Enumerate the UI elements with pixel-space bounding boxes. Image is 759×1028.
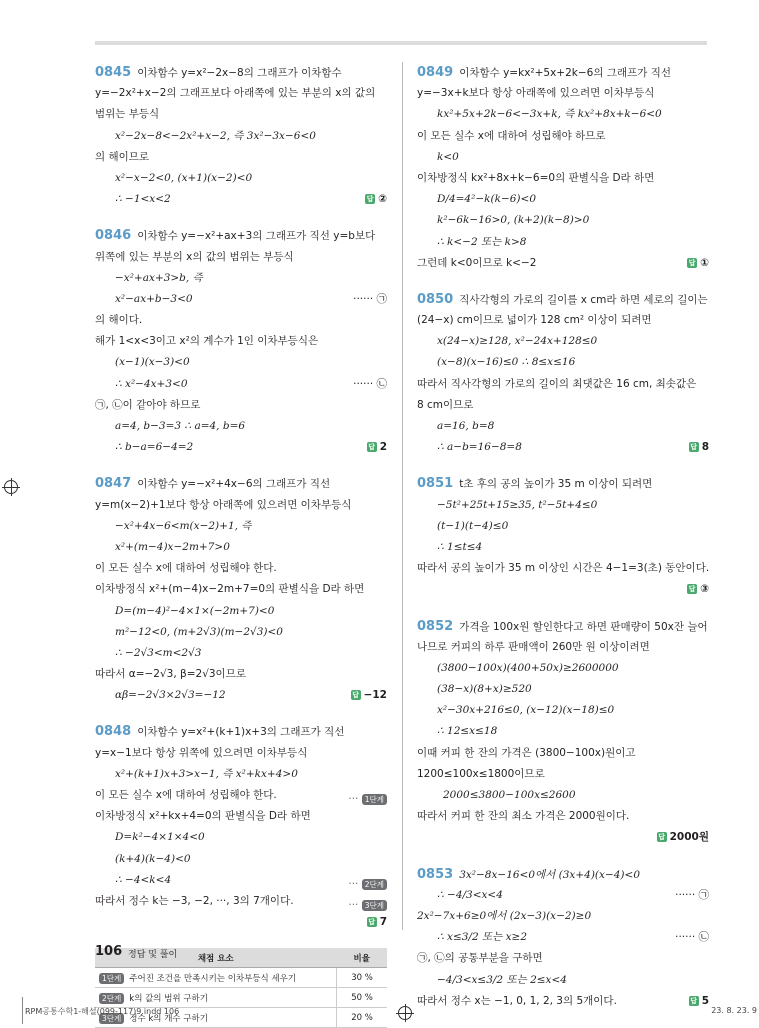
answer-value: 2 (379, 441, 387, 454)
solution-line (95, 849, 387, 870)
line-text: y=x−1보다 항상 위쪽에 있으려면 이차부등식 (95, 746, 308, 759)
step-badge: 2단계 (99, 993, 124, 1004)
solution-line (417, 785, 709, 806)
solution-line (417, 232, 709, 253)
step-badge: 3단계 (99, 1013, 124, 1024)
line-text: 위쪽에 있는 부분의 x의 값의 범위는 부등식 (95, 250, 294, 263)
line-text: D=k²−4×1×4<0 (115, 831, 205, 844)
line-text: 이차함수 y=−x²+4x−6의 그래프가 직선 (137, 478, 331, 491)
problem-0850 (417, 289, 709, 459)
line-text: (x−1)(x−3)<0 (115, 356, 190, 369)
line-text: (t−1)(t−4)≤0 (437, 519, 509, 532)
solution-line (417, 885, 709, 906)
line-text: ∴ b−a=6−4=2 (115, 441, 194, 454)
solution-line (95, 891, 387, 912)
line-text: ㉠, ㉡의 공통부분을 구하면 (417, 952, 543, 965)
line-text: 2000≤3800−100x≤2600 (443, 789, 576, 801)
solution-line (417, 126, 709, 147)
line-text: x²+(k+1)x+3>x−1, 즉 x²+kx+4>0 (115, 767, 298, 780)
answer-icon: 답 (690, 443, 698, 452)
solution-line (417, 147, 709, 168)
problem-0851 (417, 473, 709, 600)
solution-line (417, 948, 709, 969)
answer-icon: 답 (688, 585, 696, 594)
answer (365, 189, 387, 210)
line-text: 따라서 정수 k는 −3, −2, ···, 3의 7개이다. (95, 894, 294, 907)
solution-line (417, 310, 709, 331)
answer (367, 437, 387, 458)
line-text: k<0 (437, 150, 459, 163)
crop-mark (22, 997, 23, 1024)
line-text: (k+4)(k−4)<0 (115, 852, 191, 865)
answer-icon: 답 (368, 918, 376, 927)
problem-0852 (417, 616, 709, 849)
solution-line (95, 537, 387, 558)
line-text: k²−6k−16>0, (k+2)(k−8)>0 (437, 214, 590, 227)
solution-line (417, 331, 709, 352)
solution-line (417, 416, 709, 437)
step-marker: ··· 2단계 (348, 874, 387, 895)
problem-number: 0849 (417, 65, 454, 80)
line-text: 이차방정식 x²+(m−4)x−2m+7=0의 판별식을 D라 하면 (95, 583, 365, 596)
line-text: 의 해이다. (95, 314, 143, 327)
line-text: (3800−100x)(400+50x)≥2600000 (437, 661, 619, 674)
solution-line (95, 785, 387, 806)
answer-value: ② (378, 193, 387, 206)
solution-line (417, 516, 709, 537)
line-text: 따라서 직사각형의 가로의 길이의 최댓값은 16 cm, 최솟값은 (417, 377, 697, 390)
scoring-element (95, 988, 337, 1008)
line-text: x²−2x−8<−2x²+x−2, 즉 3x²−3x−6<0 (115, 129, 316, 142)
solution-line (95, 247, 387, 268)
line-text: 범위는 부등식 (95, 108, 160, 121)
equation-marker: ······ ㉠ (675, 888, 709, 901)
line-text: ∴ 1≤t≤4 (437, 540, 483, 553)
answer (367, 912, 387, 933)
line-text: x(24−x)≥128, x²−24x+128≤0 (437, 335, 598, 348)
scoring-row (95, 968, 387, 988)
answer (687, 253, 709, 274)
line-text: 1200≤100x≤1800이므로 (417, 767, 545, 780)
solution-line (417, 289, 709, 310)
top-bar (95, 41, 707, 45)
equation-marker: ······ ㉠ (353, 292, 387, 305)
equation-marker: ······ ㉡ (353, 377, 387, 390)
solution-line (417, 395, 709, 416)
answer-icon: 답 (688, 258, 696, 267)
solution-line (417, 764, 709, 785)
line-text: ㉠, ㉡이 같아야 하므로 (95, 398, 201, 411)
step-marker: ··· 3단계 (348, 895, 387, 916)
line-text: (x−8)(x−16)≤0 ∴ 8≤x≤16 (437, 356, 576, 369)
answer-icon: 답 (658, 833, 665, 842)
solution-line (95, 437, 387, 458)
solution-line (417, 637, 709, 658)
line-text: m²−12<0, (m+2√3)(m−2√3)<0 (115, 625, 283, 638)
step-marker: ··· 1단계 (348, 789, 387, 810)
line-text: 이차함수 y=x²−2x−8의 그래프가 이차함수 (137, 67, 342, 79)
solution-line (417, 168, 709, 189)
answer-value: ③ (700, 583, 709, 596)
solution-line (417, 991, 709, 1012)
solution-line (95, 416, 387, 437)
line-text: D/4=4²−k(k−6)<0 (437, 193, 536, 206)
line-text: 따라서 커피 한 잔의 최소 가격은 2000원이다. (417, 810, 630, 823)
line-text: a=4, b−3=3 ∴ a=4, b=6 (115, 420, 246, 432)
solution-line (417, 864, 709, 885)
problem-number: 0853 (417, 866, 454, 882)
answer-value: 5 (701, 994, 709, 1007)
line-text: 따라서 정수 x는 −1, 0, 1, 2, 3의 5개이다. (417, 994, 617, 1007)
answer-value: −12 (363, 689, 387, 702)
line-text: −x²+ax+3>b, 즉 (115, 271, 203, 284)
footer-label: 정답 및 풀이 (128, 950, 178, 960)
answer-value: 7 (379, 916, 387, 929)
solution-line (417, 189, 709, 210)
answer (687, 579, 709, 600)
line-text: 따라서 공의 높이가 35 m 이상인 시간은 4−1=3(초) 동안이다. (417, 562, 710, 575)
solution-line (95, 62, 387, 83)
solution-line (417, 806, 709, 827)
scoring-text: k의 값의 범위 구하기 (129, 993, 208, 1004)
step-badge: 2단계 (362, 879, 387, 890)
line-text: 이차함수 y=x²+(k+1)x+3의 그래프가 직선 (137, 726, 345, 739)
solution-line (95, 558, 387, 579)
solution-line (95, 870, 387, 891)
solution-line (95, 189, 387, 210)
solution-line (95, 310, 387, 331)
scoring-ratio: 30 % (337, 968, 388, 988)
solution-line (95, 147, 387, 168)
line-text: 그런데 k<0이므로 k<−2 (417, 256, 537, 269)
solution-line (95, 516, 387, 537)
solution-line (417, 473, 709, 494)
problem-number: 0848 (95, 724, 132, 740)
registration-mark-icon (4, 480, 18, 494)
scoring-row (95, 988, 387, 1008)
line-text: ∴ −4<k<4 (115, 873, 172, 886)
line-text: ∴ −1<x<2 (115, 193, 171, 206)
right-column (417, 62, 709, 1027)
solution-line (417, 83, 709, 104)
solution-line (95, 827, 387, 848)
step-badge: 3단계 (362, 900, 387, 911)
solution-line (95, 352, 387, 373)
answer-value: 8 (701, 441, 709, 454)
line-text: x²−30x+216≤0, (x−12)(x−18)≤0 (437, 704, 615, 717)
line-text: x²−x−2<0, (x+1)(x−2)<0 (115, 171, 253, 184)
answer-icon: 답 (352, 691, 359, 700)
answer (689, 991, 709, 1012)
solution-line (417, 679, 709, 700)
line-text: t초 후의 공의 높이가 35 m 이상이 되려면 (459, 478, 653, 491)
solution-line (95, 685, 387, 706)
solution-line (417, 927, 709, 948)
registration-mark-icon (398, 1006, 412, 1020)
solution-line (95, 126, 387, 147)
solution-line (95, 601, 387, 622)
line-text: 의 해이므로 (95, 150, 150, 163)
solution-line (95, 83, 387, 104)
solution-line (95, 168, 387, 189)
line-text: ∴ a−b=16−8=8 (437, 441, 522, 454)
answer-value: 2000원 (669, 831, 709, 844)
solution-line (95, 331, 387, 352)
problem-0846 (95, 225, 387, 458)
equation-marker: ······ ㉡ (675, 931, 709, 944)
solution-line (417, 658, 709, 679)
line-text: ∴ −4/3<x<4 (437, 888, 503, 901)
problem-0847 (95, 473, 387, 706)
solution-line (95, 643, 387, 664)
line-text: ∴ x≤3/2 또는 x≥2 (437, 931, 527, 944)
line-text: y=m(x−2)+1보다 항상 아래쪽에 있으려면 이차부등식 (95, 498, 352, 511)
answer-icon: 답 (690, 996, 698, 1005)
line-text: 이차함수 y=kx²+5x+2k−6의 그래프가 직선 (459, 67, 672, 79)
solution-line (95, 579, 387, 600)
line-text: a=16, b=8 (437, 420, 495, 432)
problem-number: 0846 (95, 228, 132, 244)
line-text: kx²+5x+2k−6<−3x+k, 즉 kx²+8x+k−6<0 (437, 108, 662, 121)
problem-number: 0847 (95, 476, 132, 492)
solution-line (95, 395, 387, 416)
line-text: (24−x) cm이므로 넓이가 128 cm² 이상이 되려면 (417, 314, 652, 327)
scoring-element (95, 968, 337, 988)
solution-line (417, 62, 709, 83)
print-date: 23. 8. 23. 9 (711, 1006, 757, 1015)
solution-line (95, 225, 387, 246)
answer-value: ① (700, 256, 709, 269)
line-text: 2x²−7x+6≥0에서 (2x−3)(x−2)≥0 (417, 909, 592, 922)
answer (689, 437, 709, 458)
page-number: 106 (95, 944, 123, 959)
column-divider (402, 62, 403, 930)
line-text: ∴ x²−4x+3<0 (115, 377, 188, 390)
solution-line (95, 912, 387, 933)
solution-line (95, 764, 387, 785)
problem-number: 0852 (417, 618, 454, 634)
print-file-name: RPM공통수학1-해설(099-117)9.indd 106 (25, 1007, 180, 1016)
solution-line (417, 616, 709, 637)
solution-line (95, 806, 387, 827)
solution-line (417, 906, 709, 927)
line-text: 가격을 100x원 할인한다고 하면 판매량이 50x잔 늘어 (459, 620, 708, 633)
problem-number: 0845 (95, 65, 132, 80)
answer-icon: 답 (368, 443, 376, 452)
solution-line (417, 253, 709, 274)
problem-number: 0850 (417, 291, 454, 307)
solution-line (417, 352, 709, 373)
step-badge: 1단계 (362, 794, 387, 805)
line-text: x²−ax+b−3<0 (115, 292, 193, 305)
step-badge: 1단계 (99, 973, 124, 984)
solution-line (417, 743, 709, 764)
answer (657, 827, 709, 848)
problem-0849 (417, 62, 709, 274)
line-text: 이차방정식 x²+kx+4=0의 판별식을 D라 하면 (95, 810, 311, 823)
line-text: 이 모든 실수 x에 대하여 성립해야 하므로 (417, 129, 606, 142)
line-text: 이차방정식 kx²+8x+k−6=0의 판별식을 D라 하면 (417, 171, 655, 184)
solution-line (95, 495, 387, 516)
solution-line (417, 721, 709, 742)
scoring-header: 채점 요소 (95, 948, 337, 968)
solution-line (95, 268, 387, 289)
solution-line (417, 579, 709, 600)
scoring-header: 비율 (337, 948, 388, 968)
answer-icon: 답 (366, 195, 374, 204)
line-text: 이차함수 y=−x²+ax+3의 그래프가 직선 y=b보다 (137, 230, 376, 243)
line-text: 해가 1<x<3이고 x²의 계수가 1인 이차부등식은 (95, 335, 319, 348)
scoring-text: 주어진 조건을 만족시키는 이차부등식 세우기 (129, 973, 297, 984)
solution-line (95, 473, 387, 494)
solution-line (417, 374, 709, 395)
line-text: 이 모든 실수 x에 대하여 성립해야 한다. (95, 789, 277, 801)
line-text: −x²+4x−6<m(x−2)+1, 즉 (115, 519, 252, 532)
line-text: 직사각형의 가로의 길이를 x cm라 하면 세로의 길이는 (459, 293, 708, 306)
line-text: −4/3<x≤3/2 또는 2≤x<4 (437, 973, 567, 986)
solution-line (95, 743, 387, 764)
line-text: (38−x)(8+x)≥520 (437, 683, 532, 696)
problem-0848 (95, 721, 387, 933)
solution-line (95, 721, 387, 742)
solution-line (417, 700, 709, 721)
solution-line (417, 970, 709, 991)
problem-0845 (95, 62, 387, 210)
solution-line (417, 495, 709, 516)
solution-line (95, 664, 387, 685)
line-text: ∴ −2√3<m<2√3 (115, 646, 202, 659)
solution-line (417, 537, 709, 558)
scoring-text: 정수 k의 개수 구하기 (129, 1013, 208, 1024)
line-text: 이 모든 실수 x에 대하여 성립해야 한다. (95, 562, 277, 575)
line-text: −5t²+25t+15≥35, t²−5t+4≤0 (437, 498, 598, 511)
solution-line (417, 104, 709, 125)
line-text: D=(m−4)²−4×1×(−2m+7)<0 (115, 604, 275, 617)
line-text: 나므로 커피의 하루 판매액이 260만 원 이상이려면 (417, 640, 650, 653)
line-text: y=−3x+k보다 항상 아래쪽에 있으려면 이차부등식 (417, 87, 655, 100)
solution-line (417, 437, 709, 458)
solution-line (417, 558, 709, 579)
solution-line (417, 210, 709, 231)
scoring-ratio: 20 % (337, 1008, 388, 1028)
line-text: x²+(m−4)x−2m+7>0 (115, 540, 230, 553)
problem-number: 0851 (417, 476, 454, 492)
answer (351, 685, 387, 706)
line-text: αβ=−2√3×2√3=−12 (115, 689, 226, 702)
line-text: 이때 커피 한 잔의 가격은 (3800−100x)원이고 (417, 746, 636, 759)
solution-line (417, 827, 709, 848)
solution-line (95, 289, 387, 310)
solution-line (95, 622, 387, 643)
solution-line (95, 374, 387, 395)
line-text: ∴ 12≤x≤18 (437, 725, 498, 738)
solution-line (95, 104, 387, 125)
line-text: y=−2x²+x−2의 그래프보다 아래쪽에 있는 부분의 x의 값의 (95, 87, 376, 100)
line-text: 따라서 α=−2√3, β=2√3이므로 (95, 668, 246, 681)
line-text: 3x²−8x−16<0에서 (3x+4)(x−4)<0 (459, 868, 641, 881)
line-text: ∴ k<−2 또는 k>8 (437, 235, 527, 248)
scoring-ratio: 50 % (337, 988, 388, 1008)
line-text: 8 cm이므로 (417, 398, 474, 411)
problem-0853 (417, 864, 709, 1012)
left-column (95, 62, 387, 1028)
